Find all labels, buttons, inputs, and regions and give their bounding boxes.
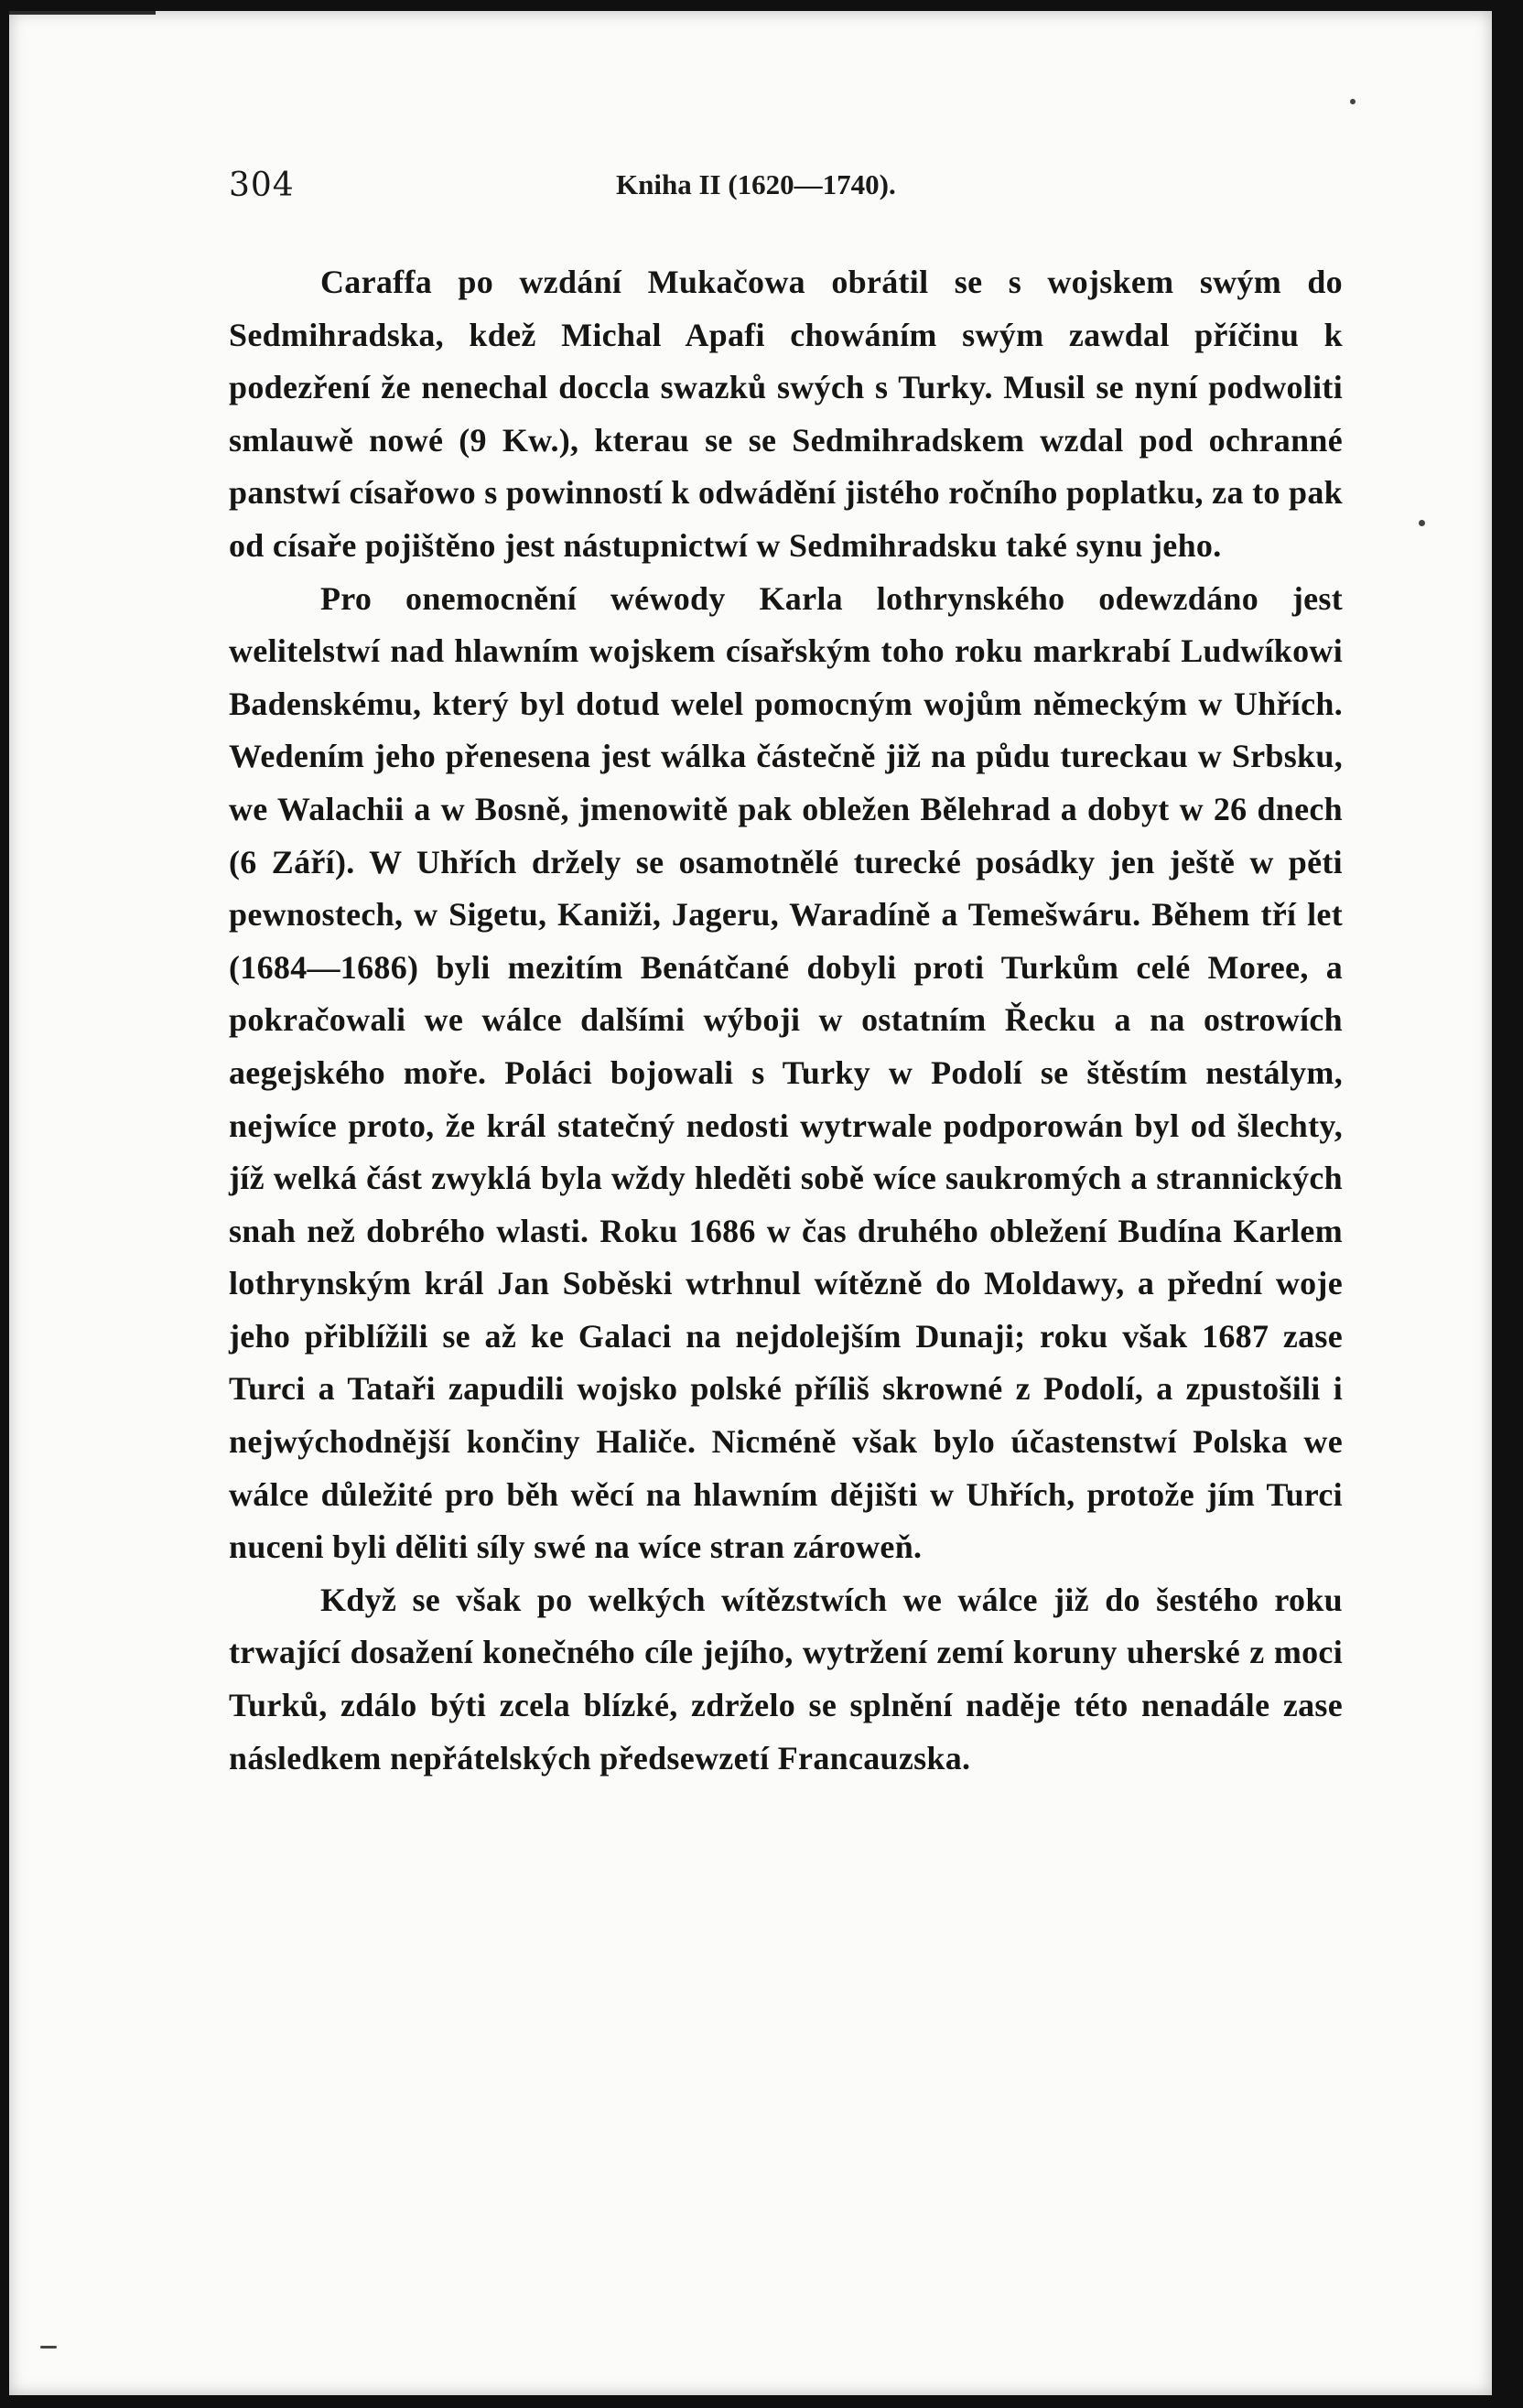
book-page [9, 11, 1492, 2395]
top-edge-rule [9, 11, 156, 15]
paragraph-pro-onemocneni: Pro onemocnění wéwody Karla lothrynského odewzdáno jest welitelstwí nad hlawním wojskem císařským toho roku markrabí Ludwíkowi Badenskému, který byl dotud welel pomocným wojům německým w Uhřích. Wedením jeho přenesena jest wálka částečně již na půdu tureckau w Srbsku, we Walachii a w Bosně, jmenowitě pak obležen Bělehrad a dobyt w 26 dnech (6 Září). W Uhřích držely se osamotnělé turecké posádky jen ještě w pěti pewnostech, w Sigetu, Kaniži, Jageru, Waradíně a Temešwáru. Během tří let (1684—1686) byli mezitím Benátčané dobyli proti Turkům celé Moree, a pokračowali we wálce dalšími wýboji w ostatním Řecku a na ostrowích aegejského moře. Poláci bojowali s Turky w Podolí se štěstím nestálym, nejwíce proto, že král statečný nedosti wytrwale podporowán byl od šlechty, jíž welká část zwyklá byla wždy hleděti sobě wíce saukromých a strannických snah než dobrého wlasti. Roku 1686 w čas druhého obležení Budína Karlem lothrynským král Jan Soběski wtrhnul wítězně do Moldawy, a přední woje jeho přiblížili se až ke Galaci na nejdolejším Dunaji; roku však 1687 zase Turci a Tataři zapudili wojsko polské příliš skrowné z Podolí, a zpustošili i nejwýchodnější končiny Haliče. Nicméně však bylo účastenstwí Polska we wálce důležité pro běh wěcí na hlawním dějišti w Uhřích, protože jím Turci nuceni byli děliti síly swé na wíce stran zároweň. [229, 579, 1343, 1566]
paragraph-caraffa: Caraffa po wzdání Mukačowa obrátil se s wojskem swým do Sedmihradska, kdež Michal Apafi chowáním swým zawdal příčinu k podezření že nenechal doccla swazků swých s Turky. Musil se nyní podwoliti smlauwě nowé (9 Kw.), kterau se se Sedmihradskem wzdal pod ochranné panstwí císařowo s powinností k odwádění jistého ročního poplatku, za to pak od císaře pojištěno jest nástupnictwí w Sedmihradsku také synu jeho. [229, 264, 1343, 564]
page-number: 304 [229, 167, 295, 204]
print-speck [1350, 99, 1356, 104]
running-head: Kniha II (1620—1740). [616, 168, 896, 200]
body-text [229, 256, 1343, 1785]
paragraph-kdyz-se: Když se však po welkých wítězstwích we wálce již do šestého roku trwající dosažení konečného cíle jejího, wytržení zemí koruny uherské z moci Turků, zdálo býti zcela blízké, zdrželo se splnění naděje této nenadále zase následkem nepřátelských předsewzetí Francauzska. [229, 1581, 1343, 1776]
scan-mark [40, 2346, 57, 2349]
print-speck [1419, 520, 1425, 526]
